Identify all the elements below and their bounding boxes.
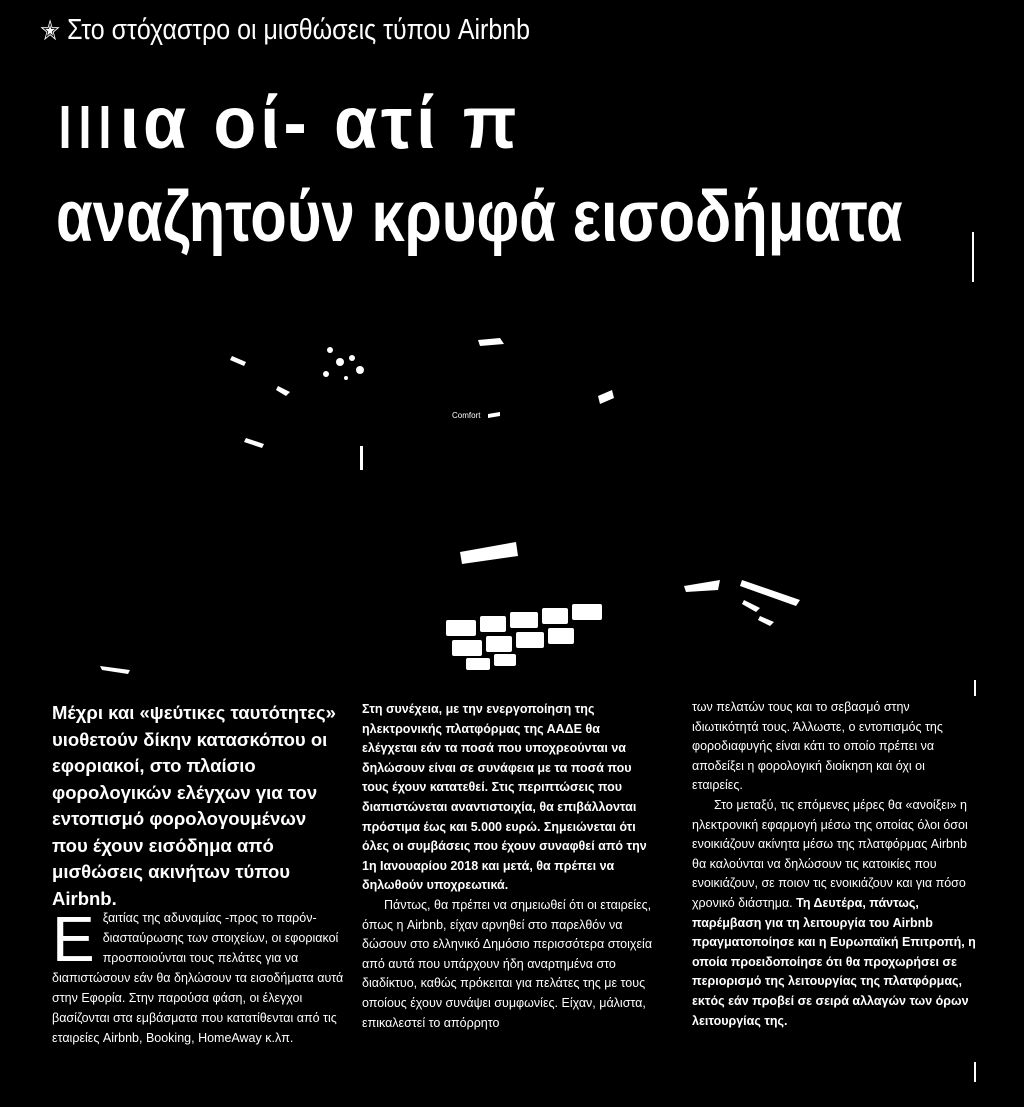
column-3-paragraph-1: των πελατών τους και το σεβασμό στην ιδιωτικότητά τους. Άλλωστε, ο εντοπισμός της φοροδιαφυγής είναι κάτι το οποίο πρέπει να αποδείξει η φορολογική διοίκηση και όχι οι εταιρείες. <box>692 700 943 793</box>
column-rule <box>972 232 974 282</box>
headline-fragment-bar <box>62 106 69 148</box>
headline-line-1-text: ια οί- ατί π <box>119 81 521 164</box>
headline-line-1 <box>56 80 520 165</box>
drop-cap: Ε <box>52 903 95 975</box>
article-column-3 <box>692 698 976 1031</box>
headline-fragment-bar <box>82 106 89 148</box>
column-rule <box>974 680 976 696</box>
photo-dark-laptop <box>0 300 1024 700</box>
column-3-paragraph-2-text: Στο μεταξύ, τις επόμενες μέρες θα «ανοίξει» η ηλεκτρονική εφαρμογή μέσω της οποίας όλοι όσοι ενοικιάζουν ακίνητα μέσω της πλατφόρμας Airbnb θα καλούνται να δηλώσουν τις κατοικίες που ενοικιάζουν, σε ποιον τις ενοικιάζουν και για πόσο χρονικό διάστημα. <box>692 797 968 910</box>
kicker-text: Στο στόχαστρο οι μισθώσεις τύπου Airbnb <box>67 14 530 46</box>
column-2-bold-paragraph: Στη συνέχεια, με την ενεργοποίηση της ηλεκτρονικής πλατφόρμας της ΑΑΔΕ θα ελέγχεται εάν τα ποσά που υποχρεούνται να δηλώσουν είναι σε συνάφεια με τα ποσά που τους έχουν κατατεθεί. Στις περιπτώσεις που διαπιστώνεται αναντιστοιχία, θα επιβάλλονται πρόστιμα έως και 5.000 ευρώ. Σημειώνεται ότι όλες οι συμβάσεις που έχουν συναφθεί από την 1η Ιανουαρίου 2018 και μετά, θα πρέπει να δηλωθούν υποχρεωτικά. <box>362 702 647 893</box>
column-rule <box>974 1062 976 1082</box>
article-column-2 <box>362 700 658 1033</box>
column-2-paragraph: Πάντως, θα πρέπει να σημειωθεί ότι οι εταιρείες, όπως η Airbnb, είχαν αρνηθεί στο παρελθόν να δώσουν στο ελληνικό Δημόσιο περισσότερα στοιχεία από αυτά που υπάρχουν ήδη αναρτημένα στο διαδίκτυο, καθώς πρόκειται για πελάτες της με τους οποίους έχουν συνάψει συμφωνίες. Είχαν, μάλιστα, επικαλεστεί το απόρρητο <box>362 897 653 1030</box>
headline-line-2: αναζητούν κρυφά εισοδήματα <box>56 177 903 257</box>
star-icon: ✭ <box>40 15 61 46</box>
column-1-text: ξαιτίας της αδυναμίας -προς το παρόν- διασταύρωσης των στοιχείων, οι εφοριακοί προσποιούνται τους πελάτες για να διαπιστώσουν εάν θα δηλώσουν τα εισοδήματα αυτά στην Εφορία. Στην παρούσα φάση, οι έλεγχοι βασίζονται στα εμβάσματα που κατατίθενται από τις εταιρείες Airbnb, Booking, HomeAway κ.λπ. <box>52 911 344 1045</box>
article-column-1 <box>52 903 348 1048</box>
column-3-paragraph-2 <box>692 796 976 1031</box>
headline-fragment-bar <box>102 106 109 148</box>
column-3-bold-text: Τη Δευτέρα, πάντως, παρέμβαση για τη λειτουργία του Airbnb πραγματοποίησε και η Ευρωπαϊκή Επιτροπή, η οποία προειδοποίησε ότι θα προχωρήσει σε περιορισμό της λειτουργίας της πλατφόρμας, εκτός εάν προβεί σε σειρά αλλαγών των όρων λειτουργίας της. <box>692 895 976 1028</box>
photo-caption-text: Comfort <box>452 411 481 420</box>
section-kicker <box>40 14 530 47</box>
article-lead: Μέχρι και «ψεύτικες ταυτότητες» υιοθετούν δίκην κατασκόπου οι εφοριακοί, στο πλαίσιο φορολογικών ελέγχων για τον εντοπισμό φορολογουμένων που έχουν εισόδημα από μισθώσεις ακινήτων τύπου Airbnb. <box>52 702 336 909</box>
